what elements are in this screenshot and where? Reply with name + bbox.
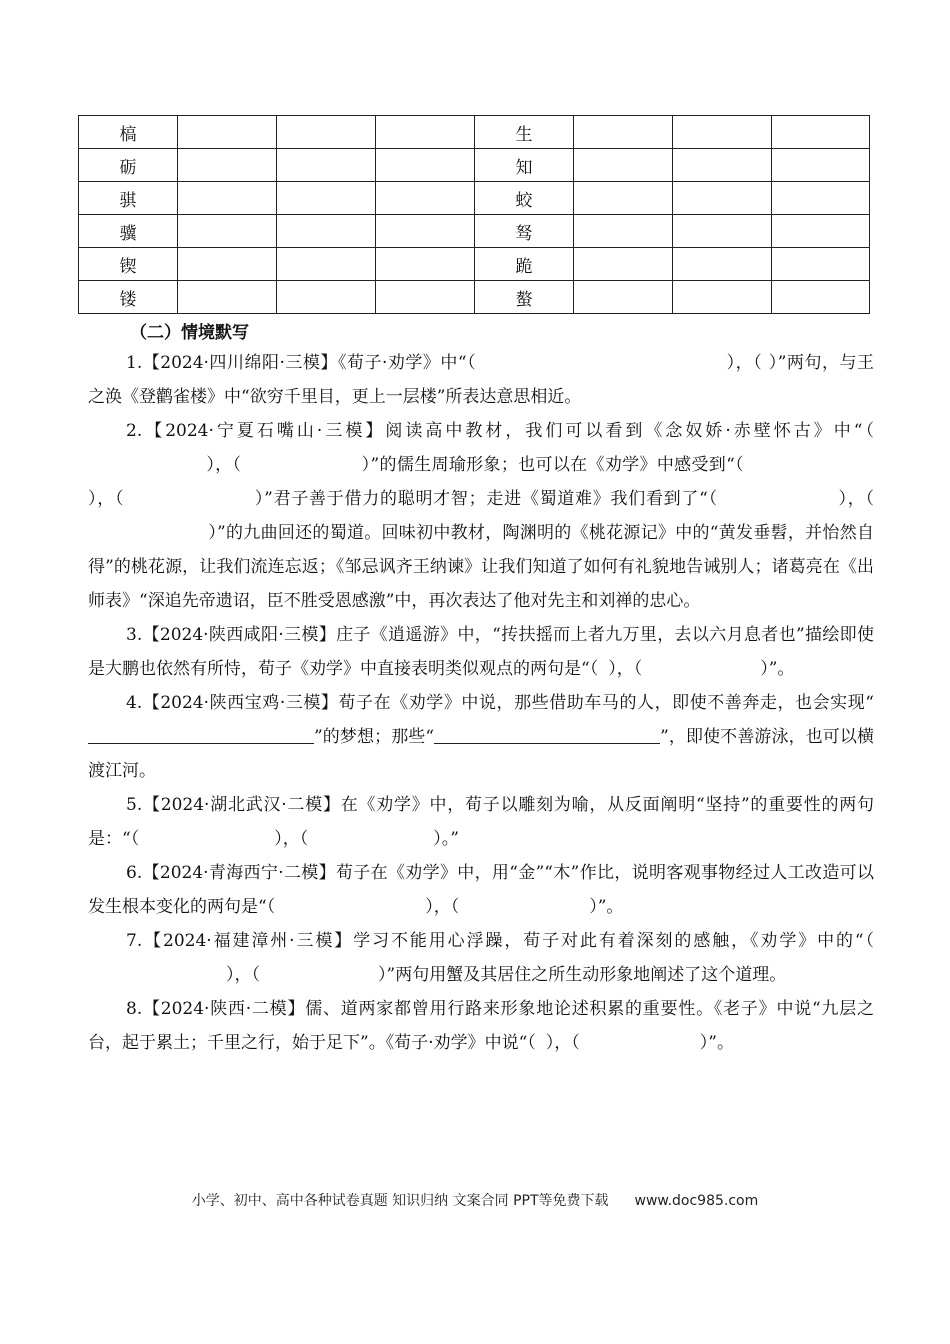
answer-cell[interactable] xyxy=(772,182,870,215)
character-cell: 驽 xyxy=(475,215,574,248)
question-number: 3. xyxy=(126,625,143,645)
character-cell: 锲 xyxy=(79,248,178,281)
source-tag: 【2024·四川绵阳·三模】 xyxy=(142,353,338,373)
answer-cell[interactable] xyxy=(376,182,475,215)
question-number: 1. xyxy=(126,353,143,373)
answer-cell[interactable] xyxy=(376,215,475,248)
source-tag: 【2024·陕西宝鸡·三模】 xyxy=(142,693,339,713)
answer-cell[interactable] xyxy=(673,149,772,182)
answer-cell[interactable] xyxy=(376,149,475,182)
answer-cell[interactable] xyxy=(376,281,475,314)
table-row xyxy=(79,248,870,281)
footer-text: 小学、初中、高中各种试卷真题 知识归纳 文案合同 PPT等免费下载 xyxy=(191,1193,609,1209)
table-row xyxy=(79,116,870,149)
answer-cell[interactable] xyxy=(178,248,277,281)
answer-cell[interactable] xyxy=(277,149,376,182)
answer-cell[interactable] xyxy=(376,116,475,149)
answer-cell[interactable] xyxy=(673,116,772,149)
source-tag: 【2024·湖北武汉·二模】 xyxy=(142,795,341,815)
answer-cell[interactable] xyxy=(673,248,772,281)
answer-cell[interactable] xyxy=(178,215,277,248)
answer-cell[interactable] xyxy=(574,281,673,314)
answer-cell[interactable] xyxy=(574,248,673,281)
character-cell: 螯 xyxy=(475,281,574,314)
question-7: 7.【2024·福建漳州·三模】学习不能用心浮躁，荀子对此有着深刻的感触，《劝学》中的“（），（ ）”两句用蟹及其居住之所生动形象地阐述了这个道理。 xyxy=(126,931,874,985)
answer-cell[interactable] xyxy=(277,182,376,215)
source-tag: 【2024·宁夏石嘴山·三模】 xyxy=(142,421,386,441)
source-tag: 【2024·陕西·二模】 xyxy=(142,999,306,1019)
character-table xyxy=(78,115,870,314)
character-cell: 镂 xyxy=(79,281,178,314)
answer-cell[interactable] xyxy=(772,281,870,314)
answer-cell[interactable] xyxy=(178,182,277,215)
question-number: 6. xyxy=(126,863,143,883)
answer-cell[interactable] xyxy=(673,281,772,314)
question-number: 7. xyxy=(126,931,143,951)
question-6: 6.【2024·青海西宁·二模】荀子在《劝学》中，用“金”“木”作比，说明客观事物经过人工改造可以发生根本变化的两句是“（ ），（ ）”。 xyxy=(88,863,874,917)
character-cell: 生 xyxy=(475,116,574,149)
table-row xyxy=(79,149,870,182)
answer-cell[interactable] xyxy=(574,182,673,215)
table-row xyxy=(79,281,870,314)
question-1: 1.【2024·四川绵阳·三模】《荀子·劝学》中“（ ），（ ）”两句，与王之涣《登鹳雀楼》中“欲穷千里目，更上一层楼”所表达意思相近。 xyxy=(88,353,874,407)
question-3: 3.【2024·陕西咸阳·三模】庄子《逍遥游》中，“抟扶摇而上者九万里，去以六月息者也”描绘即使是大鹏也依然有所恃，荀子《劝学》中直接表明类似观点的两句是“（ ），（ ）”。 xyxy=(88,625,874,679)
character-cell: 骥 xyxy=(79,215,178,248)
question-number: 2. xyxy=(126,421,143,441)
answer-cell[interactable] xyxy=(574,215,673,248)
answer-cell[interactable] xyxy=(772,215,870,248)
character-cell: 跪 xyxy=(475,248,574,281)
question-8: 8.【2024·陕西·二模】儒、道两家都曾用行路来形象地论述积累的重要性。《老子》中说“九层之台，起于累土；千里之行，始于足下”。《荀子·劝学》中说“（ ），（ ）”。 xyxy=(88,999,874,1053)
answer-cell[interactable] xyxy=(178,149,277,182)
source-tag: 【2024·青海西宁·二模】 xyxy=(142,863,336,883)
question-2: 2.【2024·宁夏石嘴山·三模】阅读高中教材，我们可以看到《念奴娇·赤壁怀古》中“（），（ ）”的儒生周瑜形象；也可以在《劝学》中感受到“（），（ ）”君子善于借力的聪明才智；走进《蜀道难》我们看到了“（ ），（）”的九曲回还的蜀道。回味初中教材，陶渊明的《桃花源记》中的“黄发垂髫，并怡然自得”的桃花源，让我们流连忘返；《邹忌讽齐王纳谏》让我们知道了如何有礼貌地告诫别人；诸葛亮在《出师表》“深追先帝遗诏，臣不胜受恩感激”中，再次表达了他对先主和刘禅的忠心。 xyxy=(88,421,875,611)
source-tag: 【2024·陕西咸阳·三模】 xyxy=(142,625,337,645)
answer-cell[interactable] xyxy=(178,281,277,314)
section-title: （二）情境默写 xyxy=(130,323,249,343)
table-row xyxy=(79,215,870,248)
answer-cell[interactable] xyxy=(277,215,376,248)
answer-cell[interactable] xyxy=(772,248,870,281)
answer-cell[interactable] xyxy=(277,248,376,281)
character-cell: 槁 xyxy=(79,116,178,149)
character-cell: 骐 xyxy=(79,182,178,215)
answer-cell[interactable] xyxy=(574,116,673,149)
source-tag: 【2024·福建漳州·三模】 xyxy=(142,931,354,951)
character-cell: 知 xyxy=(475,149,574,182)
answer-cell[interactable] xyxy=(772,116,870,149)
answer-cell[interactable] xyxy=(574,149,673,182)
answer-cell[interactable] xyxy=(673,182,772,215)
character-cell: 蛟 xyxy=(475,182,574,215)
answer-underline[interactable] xyxy=(434,723,660,744)
answer-cell[interactable] xyxy=(277,281,376,314)
page-footer xyxy=(0,1190,950,1210)
footer-site-link[interactable]: www.doc985.com xyxy=(634,1193,759,1209)
question-number: 8. xyxy=(126,999,143,1019)
answer-cell[interactable] xyxy=(178,116,277,149)
answer-underline[interactable] xyxy=(88,723,314,744)
character-cell: 砺 xyxy=(79,149,178,182)
question-number: 4. xyxy=(126,693,143,713)
question-number: 5. xyxy=(126,795,143,815)
table-row xyxy=(79,182,870,215)
question-5: 5.【2024·湖北武汉·二模】在《劝学》中，荀子以雕刻为喻，从反面阐明“坚持”的重要性的两句是：“（ ），（ ）。” xyxy=(88,795,874,849)
answer-cell[interactable] xyxy=(772,149,870,182)
question-list xyxy=(88,346,874,1060)
answer-cell[interactable] xyxy=(376,248,475,281)
answer-cell[interactable] xyxy=(277,116,376,149)
question-4: 4.【2024·陕西宝鸡·三模】荀子在《劝学》中说，那些借助车马的人，即使不善奔走，也会实现“”的梦想；那些“ ”，即使不善游泳，也可以横渡江河。 xyxy=(88,693,874,781)
answer-cell[interactable] xyxy=(673,215,772,248)
